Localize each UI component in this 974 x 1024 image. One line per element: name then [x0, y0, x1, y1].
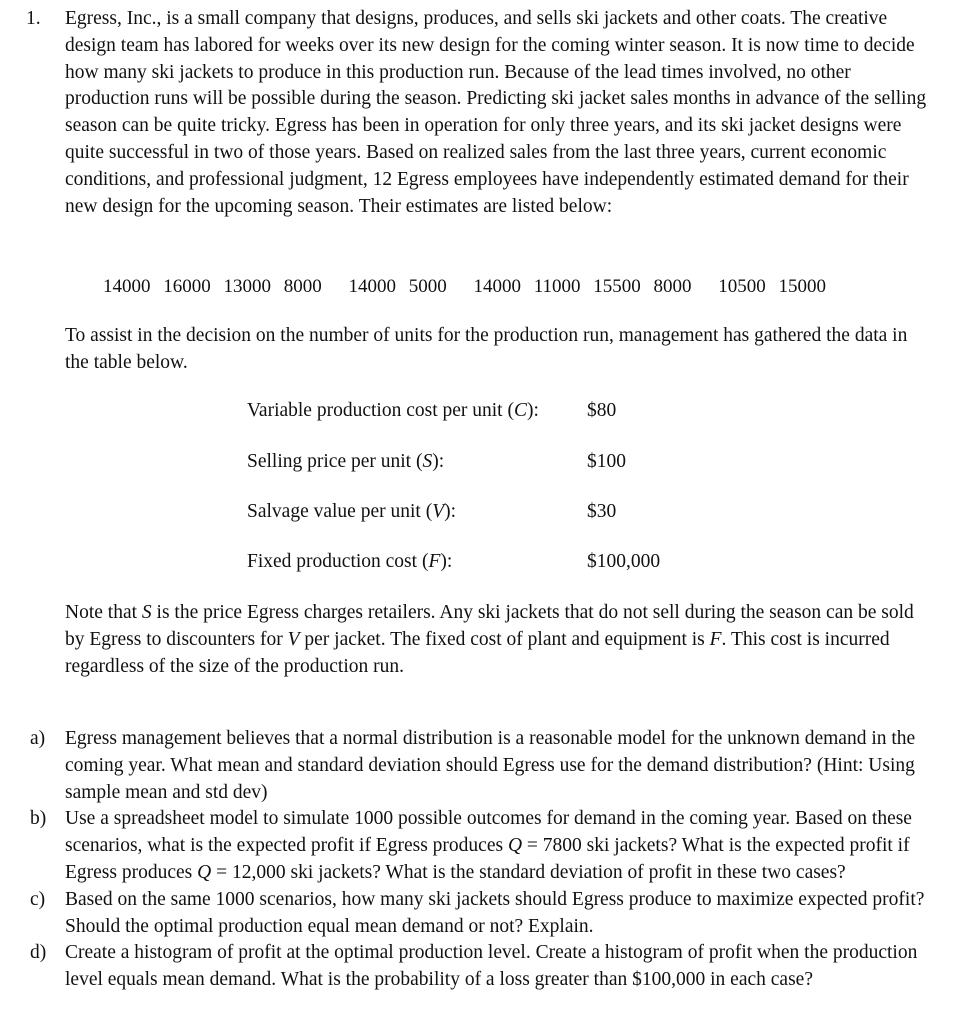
estimate-value: 8000 — [653, 276, 692, 297]
question-list — [30, 726, 930, 994]
question-label: b) — [30, 808, 47, 830]
param-value: $80 — [587, 400, 617, 421]
param-value: $100 — [587, 451, 626, 472]
question-text: Use a spreadsheet model to simulate 1000 possible outcomes for demand in the coming year. Based on these scenarios, what is the expected profit if Egress produces Q = 7800 ski jackets? What is the expected profit if Egress produces Q = 12,000 ski jackets? What is the standard deviation of profit in these two cases? — [65, 808, 912, 883]
question-a — [30, 726, 930, 806]
question-c — [30, 887, 930, 941]
estimate-value: 13000 — [223, 276, 271, 297]
param-label: Variable production cost per unit (C): — [247, 400, 539, 421]
question-label: a) — [30, 728, 46, 749]
estimate-value: 14000 — [348, 276, 396, 297]
question-text: Egress management believes that a normal distribution is a reasonable model for the unknown demand in the coming year. What mean and standard deviation should Egress use for the demand distribution? (Hint: Using sample mean and std dev) — [65, 728, 916, 803]
problem-number: 1. — [26, 8, 41, 29]
estimate-value: 14000 — [473, 276, 521, 297]
question-label: d) — [30, 942, 47, 964]
param-value: $30 — [587, 501, 617, 522]
estimate-value: 16000 — [163, 276, 211, 297]
param-value: $100,000 — [587, 551, 661, 572]
estimate-value: 5000 — [408, 276, 447, 297]
estimate-value: 14000 — [103, 276, 151, 297]
question-label: c) — [30, 888, 46, 910]
estimates-row — [103, 274, 903, 301]
estimate-value: 15000 — [778, 276, 827, 297]
assist-text: To assist in the decision on the number of units for the production run, management has gathered the data in the table below. — [65, 325, 908, 373]
problem-intro: Egress, Inc., is a small company that designs, produces, and sells ski jackets and other coats. The creative design team has labored for weeks over its new design for the coming winter season. It is now time to decide how many ski jackets to produce in this production run. Because of the lead times involved, no other production runs will be possible during the season. Predicting ski jacket sales months in advance of the selling season can be quite tricky. Egress has been in operation for only three years, and its ski jacket designs were quite successful in two of those years. Based on realized sales from the last three years, current economic conditions, and professional judgment, 12 Egress employees have independently estimated demand for their new design for the upcoming season. Their estimates are listed below: — [65, 8, 927, 217]
param-label: Fixed production cost (F): — [247, 551, 453, 572]
note-paragraph: Note that S is the price Egress charges retailers. Any ski jackets that do not sell during the season can be sold by Egress to discounters for V per jacket. The fixed cost of plant and equipment is F. This cost is incurred regardless of the size of the production run. — [65, 602, 914, 677]
question-b — [30, 806, 930, 886]
param-label: Salvage value per unit (V): — [247, 501, 457, 522]
question-text: Create a histogram of profit at the optimal production level. Create a histogram of profit when the production level equals mean demand. What is the probability of a loss greater than $100,000 in each case? — [65, 942, 918, 991]
estimate-value: 8000 — [283, 276, 322, 297]
param-label: Selling price per unit (S): — [247, 451, 445, 472]
question-d — [30, 940, 930, 994]
estimate-value: 11000 — [533, 276, 581, 297]
question-text: Based on the same 1000 scenarios, how many ski jackets should Egress produce to maximize expected profit? Should the optimal production equal mean demand or not? Explain. — [65, 888, 925, 937]
estimate-value: 10500 — [718, 276, 766, 297]
estimate-value: 15500 — [593, 276, 641, 297]
